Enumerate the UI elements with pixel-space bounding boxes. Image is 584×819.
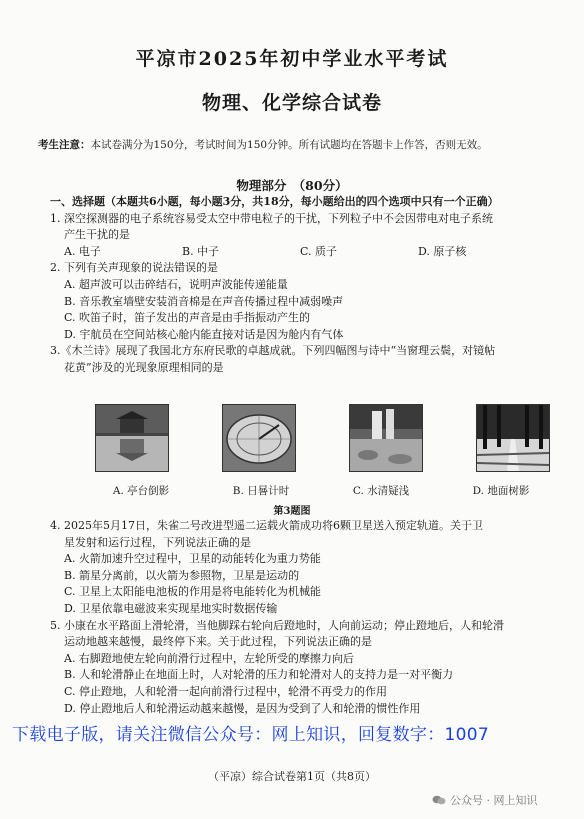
brand-text: 公众号 · 网上知识 (450, 794, 538, 807)
q2-option-b: B. 音乐教室墙壁安装消音棉是在声音传播过程中减弱噪声 (64, 294, 344, 308)
q2-option-a: A. 超声波可以击碎结石，说明声波能传递能量 (64, 277, 288, 291)
q1-option-a: A. 电子 (64, 244, 101, 258)
q1-line2: 产生干扰的是 (64, 228, 130, 242)
q5-option-c: C. 停止蹬地，人和轮滑一起向前滑行过程中，轮滑不再受力的作用 (64, 684, 388, 698)
q4-line2: 星发射和运行过程，下列说法正确的是 (64, 535, 251, 549)
q3-line2: 花黄”涉及的光现象原理相同的是 (64, 360, 224, 374)
q3-caption-d: D. 地面树影 (472, 485, 530, 497)
questions-block-2 (50, 518, 562, 717)
page-footer: （平凉）综合试卷第1页（共8页） (208, 770, 376, 783)
q4-option-c: C. 卫星上太阳能电池板的作用是将电能转化为机械能 (64, 585, 322, 599)
pavilion-reflection-image (95, 404, 169, 472)
q3-figures (95, 404, 550, 472)
notice-text: 本试卷满分为150分，考试时间为150分钟。所有试题均在答题卡上作答，否则无效。 (90, 139, 488, 151)
exam-subtitle: 物理、化学综合试卷 (201, 92, 382, 114)
q5-option-b: B. 人和轮滑静止在地面上时，人对轮滑的压力和轮滑对人的支持力是一对平衡力 (64, 668, 454, 682)
exam-title: 平凉市2025年初中学业水平考试 (135, 48, 449, 70)
q4-option-a: A. 火箭加速升空过程中，卫星的动能转化为重力势能 (64, 552, 321, 566)
section-title: 物理部分 （80分） (236, 178, 348, 193)
notice (38, 138, 558, 152)
q1-option-b: B. 中子 (182, 244, 220, 258)
q2-stem: 2. 下列有关声现象的说法错误的是 (50, 261, 218, 275)
q5-line1: 5. 小康在水平路面上滑轮滑，当他脚踩右轮向后蹬地时，人向前运动；停止蹬地后，人和轮滑 (50, 618, 504, 632)
q3-caption-a: A. 亭台倒影 (112, 485, 170, 497)
q3-captions (86, 483, 556, 498)
q5-option-a: A. 右脚蹬地使左轮向前滑行过程中，左轮所受的摩擦力向后 (64, 651, 354, 665)
q3-caption-c: C. 水清疑浅 (352, 485, 410, 497)
q2-option-d: D. 宇航员在空间站核心舱内能直接对话是因为舱内有气体 (64, 327, 344, 341)
clear-water-image (349, 404, 423, 472)
q4-option-d: D. 卫星依靠电磁波来实现星地实时数据传输 (64, 601, 278, 615)
q3-caption-b: B. 日晷计时 (232, 485, 290, 497)
notice-label: 考生注意： (38, 139, 91, 151)
q5-option-d: D. 停止蹬地后人和轮滑运动越来越慢，是因为受到了人和轮滑的惯性作用 (64, 701, 421, 715)
wechat-icon (432, 795, 446, 805)
q3-figure-caption: 第3题图 (273, 506, 311, 517)
q4-line1: 4. 2025年5月17日，朱雀二号改进型遥二运载火箭成功将6颗卫星送入预定轨道。关于卫 (50, 519, 483, 532)
part1-heading: 一、选择题（本题共6小题，每小题3分，共18分，每小题给出的四个选项中只有一个正确） (50, 195, 499, 208)
q1-line1: 1. 深空探测器的电子系统容易受太空中带电粒子的干扰，下列粒子中不会因带电对电子系统 (50, 211, 493, 225)
wechat-brand (432, 792, 538, 808)
q3-line1: 3.《木兰诗》展现了我国北方东府民歌的卓越成就。下列四幅图与诗中“当窗理云鬓，对镜帖 (50, 344, 496, 358)
q1-option-c: C. 质子 (300, 244, 338, 258)
q4-option-b: B. 箭星分离前，以火箭为参照物，卫星是运动的 (64, 568, 300, 582)
q2-option-c: C. 吹笛子时，笛子发出的声音是由手指振动产生的 (64, 311, 311, 325)
q1-option-d: D. 原子核 (418, 244, 467, 258)
q1-options (50, 244, 562, 261)
questions-block-1 (50, 194, 562, 377)
sundial-image (222, 404, 296, 472)
q5-line2: 运动地越来越慢，最终停下来。关于此过程，下列说法正确的是 (64, 635, 372, 649)
download-watermark: 下载电子版，请关注微信公众号：网上知识，回复数字：1007 (12, 725, 489, 745)
tree-shadow-image (476, 404, 550, 472)
